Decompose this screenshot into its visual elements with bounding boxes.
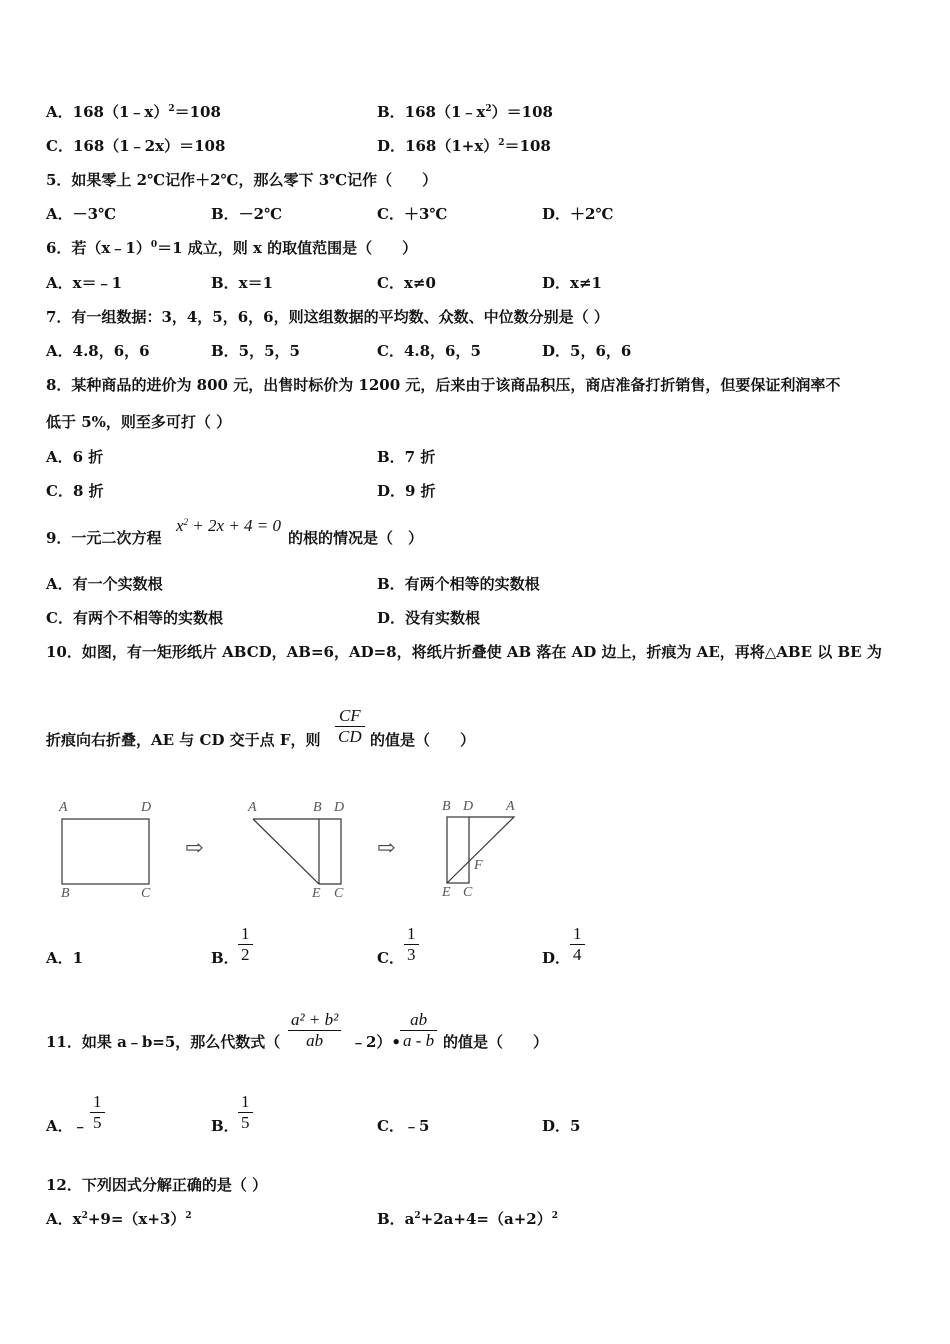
fig1-label-a: A: [59, 800, 68, 815]
q11-fraction-2: ab a - b: [400, 1010, 437, 1051]
q4-option-a: A．168（1﹣x）$^2$＝108: [46, 103, 221, 121]
fig3-label-c: C: [463, 885, 473, 900]
q5-option-d: D．＋2℃: [542, 205, 614, 223]
q9-stem-post: 的根的情况是（ ）: [288, 529, 424, 547]
q5-stem: 5．如果零上 2℃记作＋2℃，那么零下 3℃记作（ ）: [46, 171, 438, 189]
arrow-icon: ⇨: [185, 836, 204, 861]
q10-option-c-label: C．: [377, 949, 404, 967]
fig1-rectangle: [62, 819, 149, 884]
fig2-label-c: C: [334, 886, 344, 901]
fig3-strip: [447, 817, 469, 883]
q12-stem: 12．下列因式分解正确的是（ ）: [46, 1176, 268, 1194]
q5-option-c: C．＋3℃: [377, 205, 448, 223]
q11-fraction-1: a² + b² ab: [288, 1010, 341, 1051]
q6-stem: 6．若（x﹣1）$^0$＝1 成立，则 x 的取值范围是（ ）: [46, 239, 418, 257]
fig1-label-b: B: [61, 886, 70, 901]
fig1-label-d: D: [141, 800, 152, 815]
q11-option-a-fraction: 1 5: [90, 1092, 105, 1133]
q7-option-c: C．4.8，6，5: [377, 342, 481, 360]
fig2-folded-shape: [253, 819, 341, 884]
fig2-label-b: B: [313, 800, 322, 815]
fig3-label-a: A: [506, 799, 515, 814]
q11-option-b-fraction: 1 5: [238, 1092, 253, 1133]
q8-option-d: D．9 折: [377, 482, 436, 500]
q11-stem-mid: ﹣2）•: [351, 1033, 402, 1051]
q10-option-b-label: B．: [211, 949, 239, 967]
q6-option-c: C．x≠0: [377, 274, 436, 292]
q6-option-a: A．x＝﹣1: [46, 274, 123, 292]
q10-option-b-fraction: 1 2: [238, 924, 253, 965]
q10-fraction: CF CD: [335, 706, 365, 747]
q11-option-b-label: B．: [211, 1117, 239, 1135]
q6-option-b: B．x＝1: [211, 274, 274, 292]
q9-option-a: A．有一个实数根: [46, 575, 163, 593]
q10-stem-line2-post: 的值是（ ）: [370, 731, 476, 749]
q8-stem-line2: 低于 5%，则至多可打（ ）: [46, 413, 232, 431]
q7-stem: 7．有一组数据：3，4，5，6，6，则这组数据的平均数、众数、中位数分别是（ ）: [46, 308, 609, 326]
q9-stem-pre: 9．一元二次方程: [46, 529, 162, 547]
q11-stem-pre: 11．如果 a﹣b=5，那么代数式（: [46, 1033, 281, 1051]
q11-option-d: D．5: [542, 1117, 581, 1135]
q4-option-b: B．$168(1﹣x^2)=108$: [377, 103, 553, 121]
q11-stem-post: 的值是（ ）: [443, 1033, 549, 1051]
fig3-label-d: D: [463, 799, 474, 814]
q8-option-a: A．6 折: [46, 448, 104, 466]
fig3-triangle: [447, 817, 514, 883]
q4-option-c: C．168（1﹣2x）＝108: [46, 137, 226, 155]
fig2-label-e: E: [312, 886, 321, 901]
q10-figure-3: [438, 795, 528, 903]
q7-option-b: B．5，5，5: [211, 342, 300, 360]
q10-figure-2: [244, 795, 354, 903]
fig3-label-b: B: [442, 799, 451, 814]
q11-option-a-label: A．﹣: [46, 1117, 88, 1135]
fig2-label-d: D: [334, 800, 345, 815]
q9-equation: $x^2 + 2x + 4 = 0$: [176, 516, 282, 535]
q10-option-d-label: D．: [542, 949, 571, 967]
q9-option-c: C．有两个不相等的实数根: [46, 609, 223, 627]
fig3-label-e: E: [442, 885, 451, 900]
q8-option-c: C．8 折: [46, 482, 104, 500]
q7-option-a: A．4.8，6，6: [46, 342, 150, 360]
q10-option-c-fraction: 1 3: [404, 924, 419, 965]
q10-option-d-fraction: 1 4: [570, 924, 585, 965]
fig1-label-c: C: [141, 886, 151, 901]
q10-option-a: A．1: [46, 949, 84, 967]
arrow-icon-2: ⇨: [377, 836, 396, 861]
q6-option-d: D．x≠1: [542, 274, 602, 292]
q10-stem-line2-pre: 折痕向右折叠，AE 与 CD 交于点 F，则: [46, 731, 321, 749]
q5-option-a: A．－3℃: [46, 205, 117, 223]
fig2-label-a: A: [248, 800, 257, 815]
fig3-label-f: F: [474, 858, 483, 873]
q11-option-c: C．﹣5: [377, 1117, 430, 1135]
q8-stem-line1: 8．某种商品的进价为 800 元，出售时标价为 1200 元，后来由于该商品积压，商店准备打折销售，但要保证利润率不: [46, 376, 841, 394]
q9-option-b: B．有两个相等的实数根: [377, 575, 540, 593]
q8-option-b: B．7 折: [377, 448, 436, 466]
q12-option-b: B．$a^2+2a+4=(a+2)^2$: [377, 1210, 558, 1228]
q10-figure-1: [55, 795, 165, 903]
q7-option-d: D．5，6，6: [542, 342, 632, 360]
q12-option-a: A．$x^2+9=(x+3)^2$: [46, 1210, 192, 1228]
q5-option-b: B．－2℃: [211, 205, 283, 223]
q9-option-d: D．没有实数根: [377, 609, 481, 627]
q10-stem-line1: 10．如图，有一矩形纸片 ABCD，AB=6，AD=8，将纸片折叠使 AB 落在 AD 边上，折痕为 AE，再将△ABE 以 BE 为: [46, 643, 882, 661]
q4-option-d: D．$168(1+x)^2=108$: [377, 137, 551, 155]
